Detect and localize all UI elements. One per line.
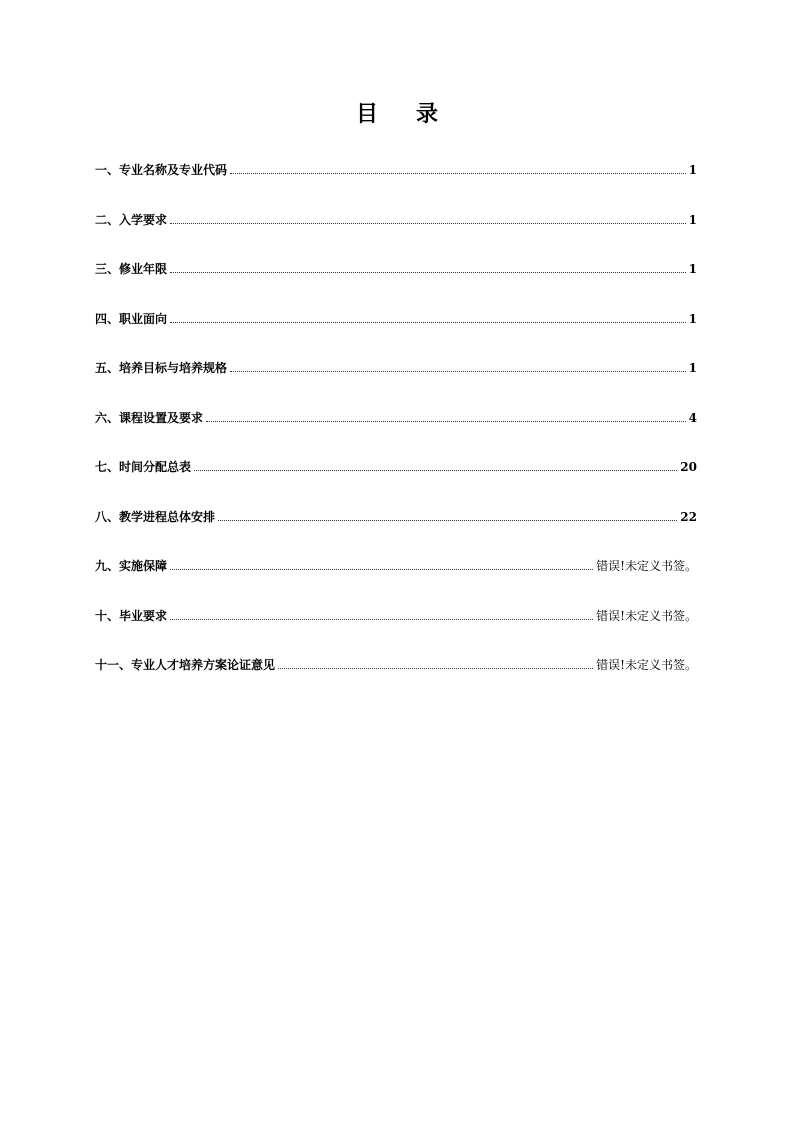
toc-entry-teaching-schedule[interactable] <box>95 507 697 527</box>
toc-entry-career[interactable] <box>95 309 697 329</box>
toc-entry-page: 1 <box>688 361 697 375</box>
toc-entry-page: 错误!未定义书签。 <box>596 608 697 623</box>
toc-entry-page: 20 <box>680 460 697 474</box>
toc-entry-label: 二、入学要求 <box>95 212 168 227</box>
toc-entry-time-allocation[interactable] <box>95 457 697 477</box>
toc-entry-page: 1 <box>688 311 697 326</box>
toc-entry-label: 五、培养目标与培养规格 <box>95 361 228 375</box>
toc-leader-dots <box>194 469 677 471</box>
toc-entry-label: 十、毕业要求 <box>95 608 168 623</box>
toc-entry-label: 八、教学进程总体安排 <box>95 509 216 524</box>
toc-leader-dots <box>170 321 686 323</box>
toc-leader-dots <box>170 568 593 570</box>
toc-entry-label: 一、专业名称及专业代码 <box>95 163 228 177</box>
toc-entry-label: 六、课程设置及要求 <box>95 410 204 425</box>
toc-leader-dots <box>170 618 593 620</box>
toc-leader-dots <box>218 519 677 521</box>
toc-entry-label: 四、职业面向 <box>95 311 168 326</box>
toc-entry-page: 错误!未定义书签。 <box>596 559 697 573</box>
toc-entry-graduation[interactable] <box>95 606 697 626</box>
toc-leader-dots <box>230 370 686 372</box>
toc-entry-label: 七、时间分配总表 <box>95 460 192 474</box>
toc-entry-implementation[interactable] <box>95 556 697 576</box>
toc-leader-dots <box>278 667 593 669</box>
toc-entry-page: 22 <box>680 509 697 524</box>
toc-entry-page: 错误!未定义书签。 <box>596 658 697 672</box>
toc-entry-curriculum[interactable] <box>95 408 697 428</box>
toc-entry-admission[interactable] <box>95 210 697 230</box>
toc-leader-dots <box>170 222 686 224</box>
toc-entry-objectives[interactable] <box>95 358 697 378</box>
toc-entry-label: 九、实施保障 <box>95 559 168 573</box>
toc-entry-label: 三、修业年限 <box>95 262 168 276</box>
toc-entry-review-opinion[interactable] <box>95 655 697 675</box>
page-title: 目录 <box>355 102 476 127</box>
toc-leader-dots <box>170 271 686 273</box>
toc-entry-major-name[interactable] <box>95 160 697 180</box>
toc-entry-duration[interactable] <box>95 259 697 279</box>
toc-entry-page: 1 <box>688 212 697 227</box>
toc-entry-page: 1 <box>688 262 697 276</box>
toc-leader-dots <box>206 420 686 422</box>
toc-leader-dots <box>230 172 686 174</box>
toc-entry-page: 1 <box>688 163 697 177</box>
toc-entry-page: 4 <box>688 410 697 425</box>
toc-entry-label: 十一、专业人才培养方案论证意见 <box>95 658 276 672</box>
table-of-contents <box>95 160 697 705</box>
